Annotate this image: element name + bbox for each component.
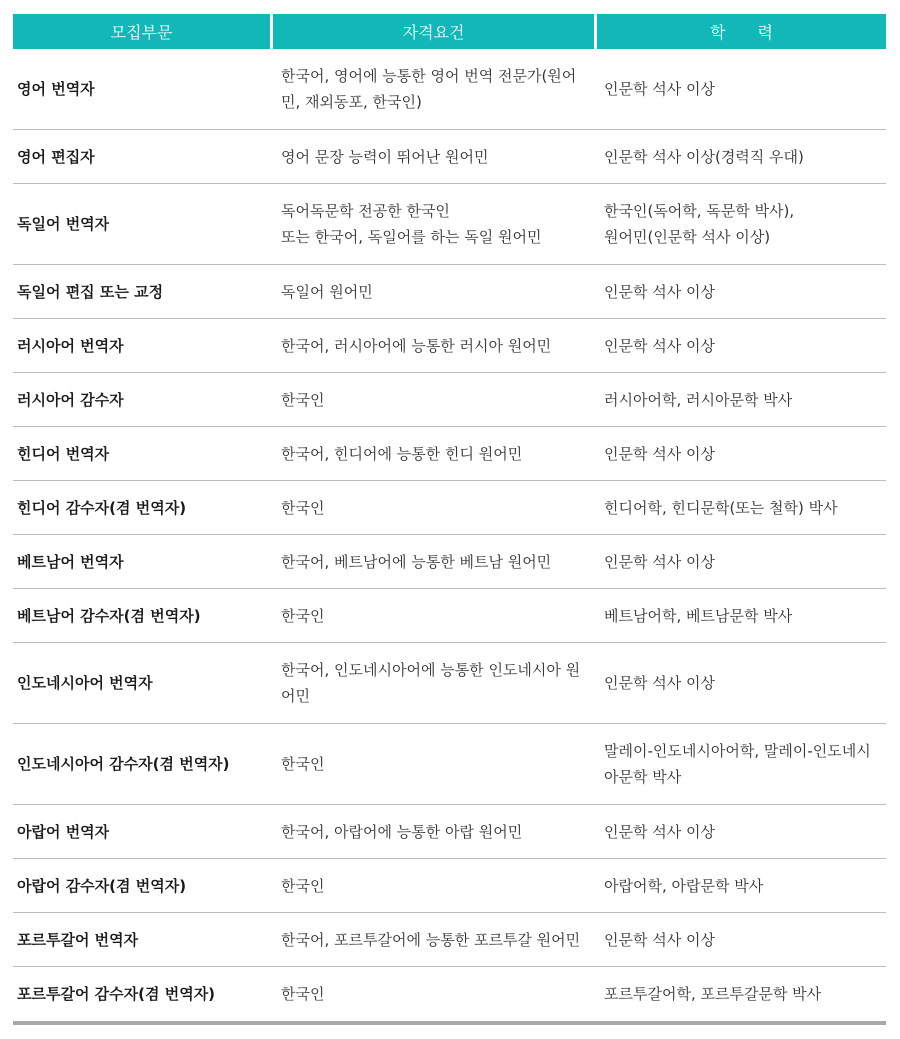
qualification-cell: 한국어, 인도네시아어에 능통한 인도네시아 원어민 <box>281 661 581 705</box>
field-cell: 인도네시아어 감수자(겸 번역자) <box>17 755 230 773</box>
header-qualification: 자격요건 <box>273 14 594 49</box>
field-cell: 영어 편집자 <box>17 147 95 166</box>
field-cell: 포르투갈어 번역자 <box>17 930 139 949</box>
qualification-cell: 한국어, 포르투갈어에 능통한 포르투갈 원어민 <box>281 930 581 949</box>
education-cell: 러시아어학, 러시아문학 박사 <box>604 390 793 409</box>
qualification-cell: 한국어, 러시아어에 능통한 러시아 원어민 <box>281 336 552 355</box>
recruitment-table <box>13 14 886 1025</box>
field-cell: 독일어 번역자 <box>17 215 110 233</box>
qualification-cell: 한국인 <box>281 606 325 625</box>
qualification-cell: 한국어, 베트남어에 능통한 베트남 원어민 <box>281 552 552 571</box>
table-row <box>13 643 886 724</box>
field-cell: 아랍어 번역자 <box>17 822 110 841</box>
table-row <box>13 859 886 913</box>
education-cell: 인문학 석사 이상 <box>604 282 715 301</box>
education-cell: 힌디어학, 힌디문학(또는 철학) 박사 <box>604 498 838 517</box>
table-row <box>13 913 886 967</box>
field-cell: 베트남어 감수자(겸 번역자) <box>17 606 201 625</box>
table-header <box>13 14 886 49</box>
education-cell: 말레이-인도네시아어학, 말레이-인도네시아문학 박사 <box>604 742 871 786</box>
table-row <box>13 805 886 859</box>
field-cell: 힌디어 감수자(겸 번역자) <box>17 498 187 517</box>
header-education: 학 력 <box>597 14 886 49</box>
qualification-cell: 한국인 <box>281 755 325 773</box>
table-row <box>13 373 886 427</box>
education-cell: 인문학 석사 이상 <box>604 444 715 463</box>
education-cell: 인문학 석사 이상 <box>604 674 715 692</box>
field-cell: 러시아어 감수자 <box>17 390 124 409</box>
table-row <box>13 481 886 535</box>
header-field: 모집부문 <box>13 14 270 49</box>
education-cell: 인문학 석사 이상 <box>604 930 715 949</box>
field-cell: 포르투갈어 감수자(겸 번역자) <box>17 985 216 1003</box>
field-cell: 베트남어 번역자 <box>17 552 124 571</box>
table-row <box>13 130 886 184</box>
education-line-1: 한국인(독어학, 독문학 박사), <box>604 202 795 220</box>
table-row <box>13 265 886 319</box>
education-cell: 인문학 석사 이상 <box>604 552 715 571</box>
education-cell: 인문학 석사 이상 <box>604 80 715 98</box>
education-cell: 인문학 석사 이상(경력직 우대) <box>604 147 804 166</box>
education-line-2: 원어민(인문학 석사 이상) <box>604 228 771 246</box>
qualification-cell: 한국어, 영어에 능통한 영어 번역 전문가(원어민, 재외동포, 한국인) <box>281 67 577 111</box>
education-cell: 포르투갈어학, 포르투갈문학 박사 <box>604 985 822 1003</box>
qualification-line-1: 독어독문학 전공한 한국인 <box>281 202 450 220</box>
qualification-cell: 독일어 원어민 <box>281 282 373 301</box>
qualification-cell: 영어 문장 능력이 뛰어난 원어민 <box>281 147 489 166</box>
table-row <box>13 724 886 805</box>
field-cell: 인도네시아어 번역자 <box>17 674 153 692</box>
qualification-cell: 한국어, 아랍어에 능통한 아랍 원어민 <box>281 822 523 841</box>
education-cell <box>596 184 886 264</box>
table-bottom-rule <box>13 1021 886 1025</box>
table-row <box>13 184 886 265</box>
qualification-cell <box>271 184 596 264</box>
qualification-line-2: 또는 한국어, 독일어를 하는 독일 원어민 <box>281 228 542 246</box>
field-cell: 독일어 편집 또는 교정 <box>17 282 164 301</box>
field-cell: 아랍어 감수자(겸 번역자) <box>17 876 187 895</box>
education-cell: 아랍어학, 아랍문학 박사 <box>604 876 764 895</box>
field-cell: 영어 번역자 <box>17 80 95 98</box>
table-row <box>13 535 886 589</box>
qualification-cell: 한국인 <box>281 985 325 1003</box>
qualification-cell: 한국인 <box>281 498 325 517</box>
table-row <box>13 319 886 373</box>
field-cell: 러시아어 번역자 <box>17 336 124 355</box>
qualification-cell: 한국인 <box>281 390 325 409</box>
field-cell: 힌디어 번역자 <box>17 444 110 463</box>
table-row <box>13 589 886 643</box>
table-row <box>13 49 886 130</box>
education-cell: 베트남어학, 베트남문학 박사 <box>604 606 793 625</box>
qualification-cell: 한국어, 힌디어에 능통한 힌디 원어민 <box>281 444 523 463</box>
education-cell: 인문학 석사 이상 <box>604 336 715 355</box>
table-row <box>13 427 886 481</box>
education-cell: 인문학 석사 이상 <box>604 822 715 841</box>
qualification-cell: 한국인 <box>281 876 325 895</box>
table-row <box>13 967 886 1021</box>
